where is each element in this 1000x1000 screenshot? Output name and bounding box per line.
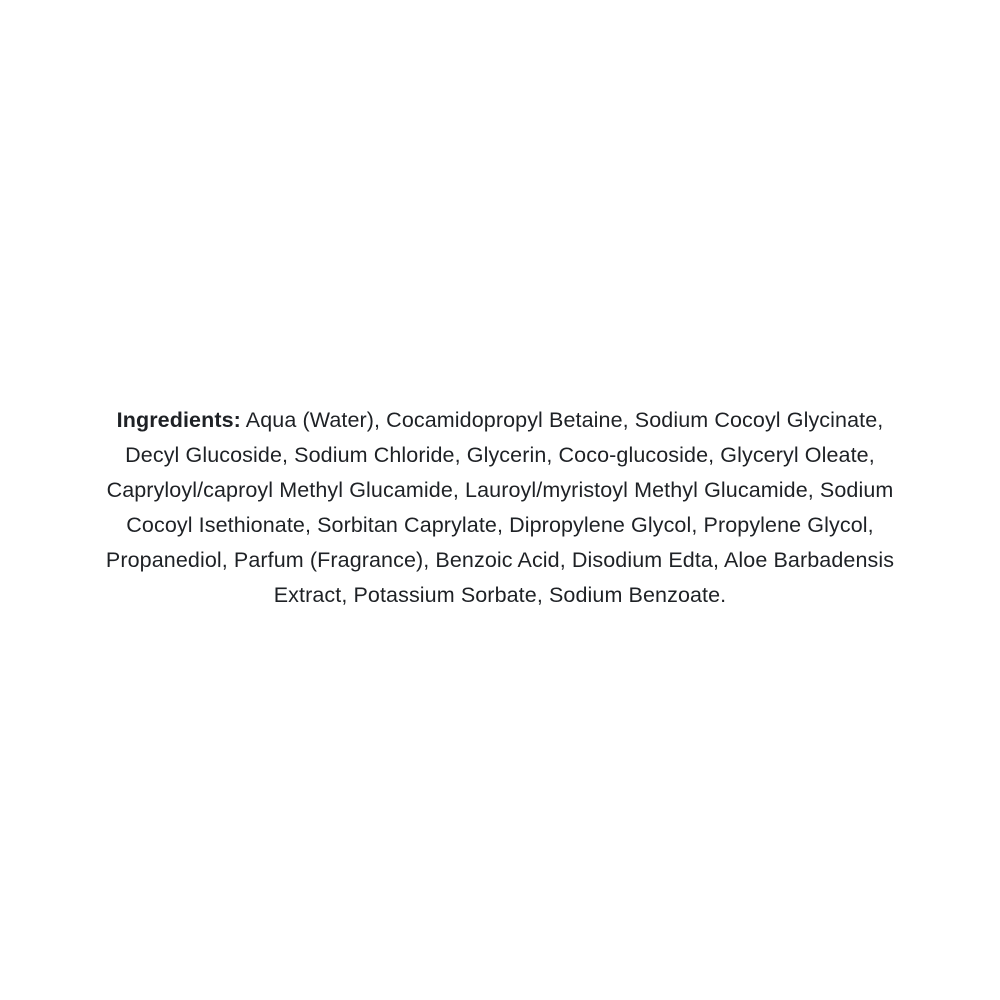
ingredients-text: Aqua (Water), Cocamidopropyl Betaine, Sodium Cocoyl Glycinate, Decyl Glucoside, Sodium Chloride, Glycerin, Coco-glucoside, Glyceryl Oleate, Capryloyl/caproyl Methyl Glucamide, Lauroyl/myristoyl Methyl Glucamide, Sodium Cocoyl Isethionate, Sorbitan Caprylate, Dipropylene Glycol, Propylene Glycol, Propanediol, Parfum (Fragrance), Benzoic Acid, Disodium Edta, Aloe Barbadensis Extract, Potassium Sorbate, Sodium Benzoate.	[105, 407, 895, 607]
ingredients-paragraph	[102, 403, 898, 613]
ingredients-label: Ingredients:	[116, 407, 241, 432]
